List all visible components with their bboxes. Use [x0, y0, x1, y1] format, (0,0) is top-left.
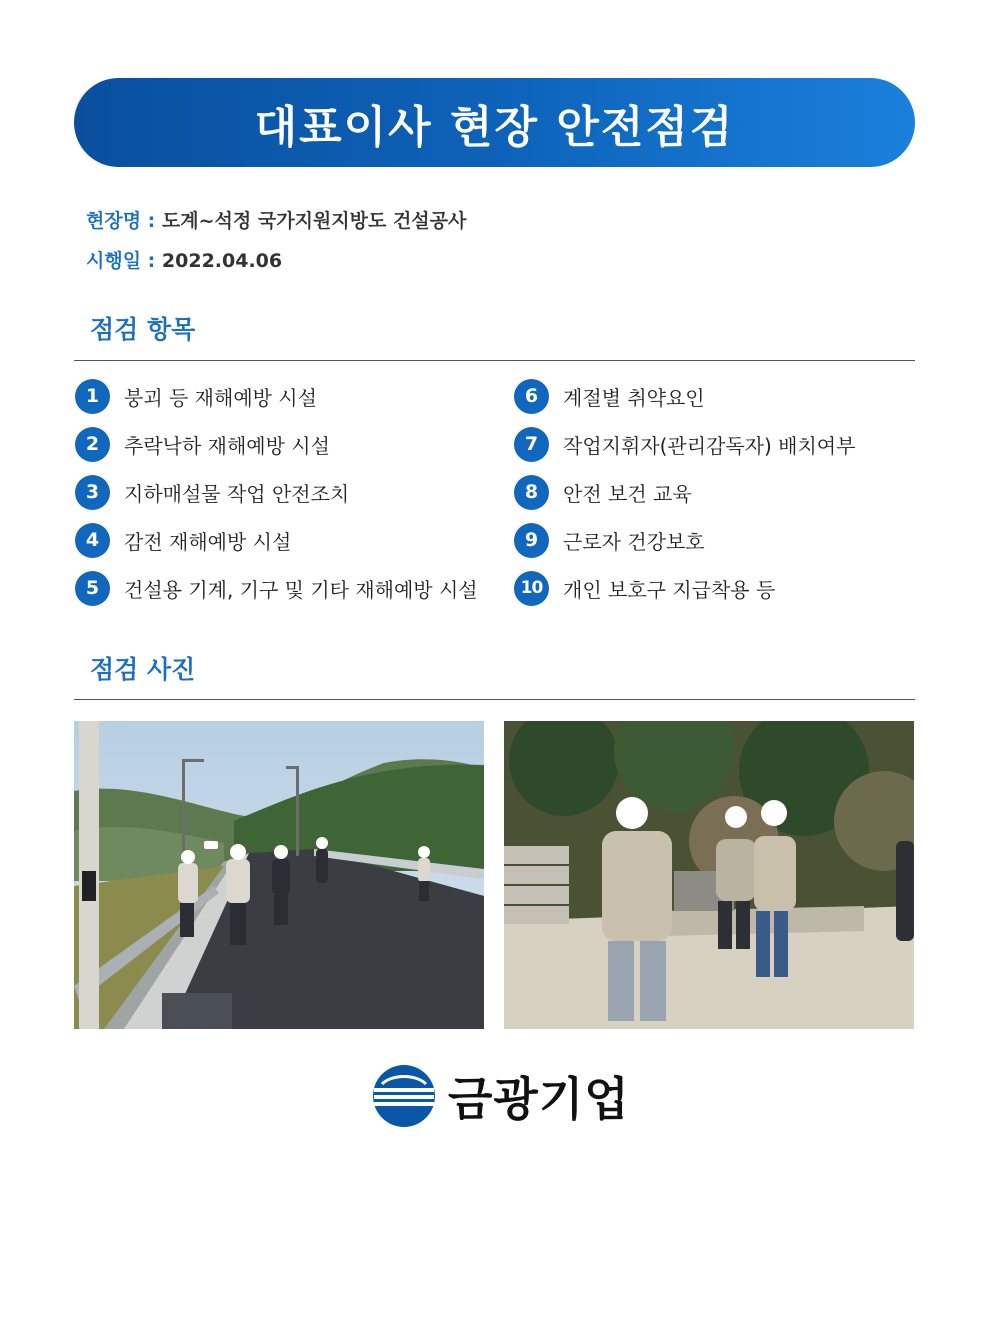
list-item [514, 474, 692, 510]
list-item [514, 522, 705, 558]
company-logo [372, 1062, 630, 1130]
section-title-items: 점검 항목 [90, 315, 196, 344]
list-item [75, 474, 349, 510]
number-badge: 2 [75, 427, 110, 462]
list-item-text: 건설용 기계, 기구 및 기타 재해예방 시설 [124, 577, 478, 602]
site-photo-road [74, 721, 484, 1029]
list-item-text: 추락낙하 재해예방 시설 [124, 433, 330, 458]
list-item-text: 감전 재해예방 시설 [124, 529, 292, 554]
divider [74, 699, 915, 700]
number-badge: 5 [75, 571, 110, 606]
company-emblem-icon [372, 1064, 436, 1128]
site-photo-inspection [504, 721, 914, 1029]
section-title-photos: 점검 사진 [90, 655, 196, 684]
divider [74, 360, 915, 361]
number-badge: 8 [514, 475, 549, 510]
site-name-row [86, 206, 466, 233]
list-item [514, 426, 855, 462]
list-item [514, 378, 705, 414]
list-item-text: 작업지휘자(관리감독자) 배치여부 [563, 433, 856, 458]
list-item-text: 계절별 취약요인 [563, 385, 705, 410]
list-item-text: 근로자 건강보호 [563, 529, 705, 554]
number-badge: 10 [514, 571, 549, 606]
number-badge: 3 [75, 475, 110, 510]
title-banner [74, 78, 915, 167]
list-item-text: 붕괴 등 재해예방 시설 [124, 385, 317, 410]
number-badge: 7 [514, 427, 549, 462]
list-item [75, 378, 317, 414]
date-value: 2022.04.06 [161, 250, 283, 272]
number-badge: 9 [514, 523, 549, 558]
list-item-text: 개인 보호구 지급착용 등 [563, 577, 776, 602]
list-item [75, 570, 478, 606]
site-name-label: 현장명 : [86, 210, 156, 232]
date-label: 시행일 : [86, 250, 156, 272]
date-row [86, 246, 282, 273]
number-badge: 4 [75, 523, 110, 558]
list-item [75, 426, 330, 462]
company-name: 금광기업 [448, 1072, 630, 1126]
list-item [75, 522, 291, 558]
site-name-value: 도계~석정 국가지원지방도 건설공사 [161, 210, 467, 232]
number-badge: 6 [514, 379, 549, 414]
list-item [514, 570, 775, 606]
page-title: 대표이사 현장 안전점검 [254, 101, 735, 153]
list-item-text: 안전 보건 교육 [563, 481, 692, 506]
number-badge: 1 [75, 379, 110, 414]
list-item-text: 지하매설물 작업 안전조치 [124, 481, 350, 506]
